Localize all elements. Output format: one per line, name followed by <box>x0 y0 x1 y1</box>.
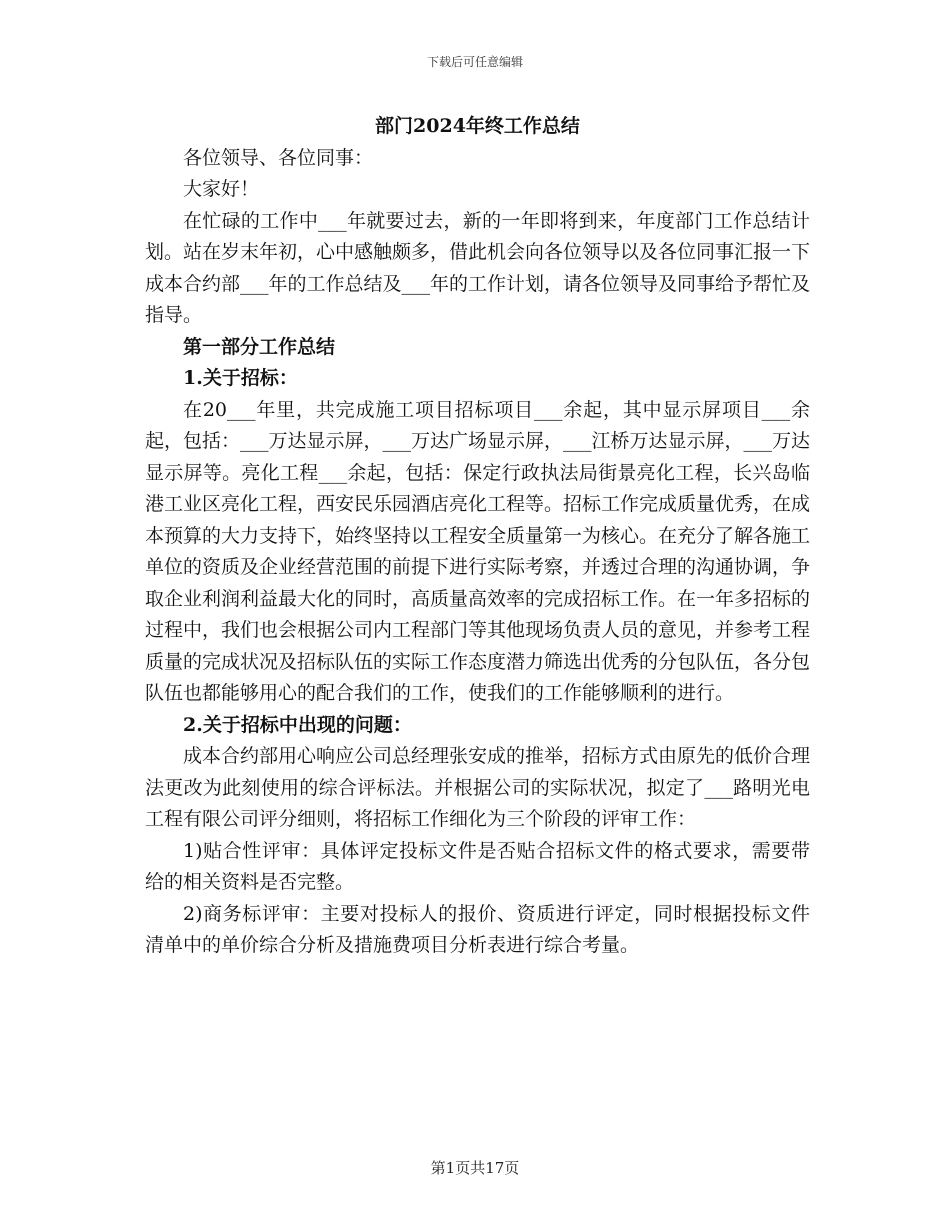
intro-paragraph: 在忙碌的工作中___年就要过去，新的一年即将到来，年度部门工作总结计划。站在岁末年初，心中感触颇多，借此机会向各位领导以及各位同事汇报一下成本合约部___年的工作总结及___年的工作计划，请各位领导及同事给予帮忙及指导。 <box>145 209 811 326</box>
bidding-issues-paragraph: 成本合约部用心响应公司总经理张安成的推举，招标方式由原先的低价合理法更改为此刻使用的综合评标法。并根据公司的实际状况，拟定了___路明光电工程有限公司评分细则，将招标工作细化为三个阶段的评审工作： <box>145 745 811 830</box>
subheading-bidding: 1.关于招标： <box>183 367 298 389</box>
document-title: 部门2024年终工作总结 <box>375 115 580 137</box>
greeting: 大家好！ <box>183 178 260 200</box>
salutation: 各位领导、各位同事： <box>183 146 374 169</box>
bidding-paragraph: 在20___年里，共完成施工项目招标项目___余起，其中显示屏项目___余起，包括：___万达显示屏，___万达广场显示屏，___江桥万达显示屏，___万达显示屏等。亮化工程___余起，包括：保定行政执法局街景亮化工程，长兴岛临港工业区亮化工程，西安民乐园酒店亮化工程等。招标工作完成质量优秀，在成本预算的大力支持下，始终坚持以工程安全质量第一为核心。在充分了解各施工单位的资质及企业经营范围的前提下进行实际考察，并透过合理的沟通协调，争取企业利润利益最大化的同时，高质量高效率的完成招标工作。在一年多招标的过程中，我们也会根据公司内工程部门等其他现场负责人员的意见，并参考工程质量的完成状况及招标队伍的实际工作态度潜力筛选出优秀的分包队伍，各分包队伍也都能够用心的配合我们的工作，使我们的工作能够顺利的进行。 <box>145 398 811 704</box>
review-item-2: 2)商务标评审：主要对投标人的报价、资质进行评定，同时根据投标文件清单中的单价综合分析及措施费项目分析表进行综合考量。 <box>145 902 810 956</box>
review-item-1: 1)贴合性评审：具体评定投标文件是否贴合招标文件的格式要求，需要带给的相关资料是否完整。 <box>145 839 810 893</box>
page-footer: 第1页共17页 <box>430 1159 520 1177</box>
document-body <box>145 111 810 962</box>
subheading-bidding-issues: 2.关于招标中出现的问题： <box>183 713 412 736</box>
section-heading-part-one: 第一部分工作总结 <box>183 335 336 358</box>
page-header: 下载后可任意编辑 <box>426 55 523 69</box>
